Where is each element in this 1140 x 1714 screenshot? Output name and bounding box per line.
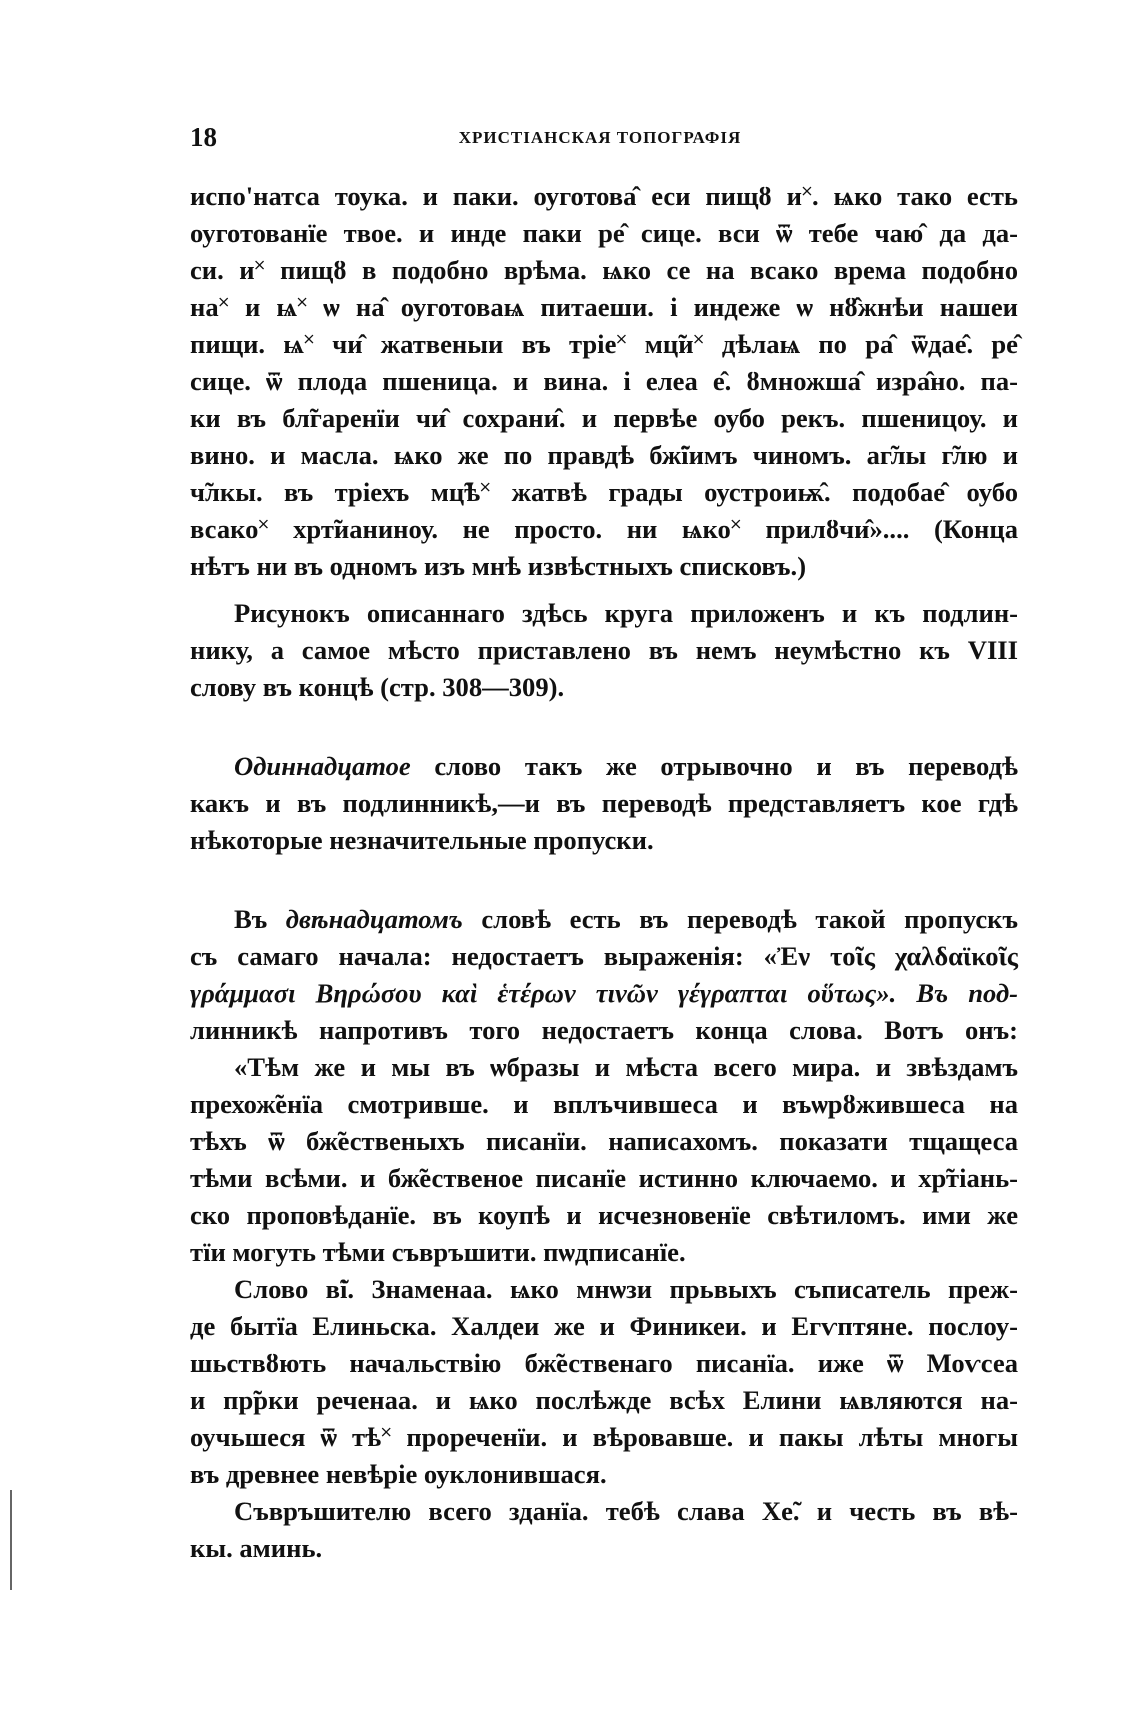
text-line: ско проповѣданїе. въ коупѣ и исчезновенїе свѣтиломъ. ими же xyxy=(190,1200,1018,1230)
text-line: «Тѣм же и мы въ ѡбразы и мѣста всего мира. и звѣздамъ xyxy=(234,1052,1018,1082)
text-line: всако˟ хрт̃ианиноу. не просто. ни ѩко˟ прилȣчи̂».... (Конца xyxy=(190,514,1018,544)
paragraph-drawing-note xyxy=(190,595,1018,706)
paragraph-eleventh-word xyxy=(190,748,1018,859)
paragraph-word-twelve xyxy=(190,1271,1018,1493)
page-header xyxy=(190,122,1010,152)
text-line: ч̃лкы. въ тріехъ мц̃ѣ˟ жатвѣ грады оустроиѭ̂. подобае̂ оубо xyxy=(190,477,1018,507)
text-line: въ древнее невѣріе оуклонившася. xyxy=(190,1459,607,1489)
text-line: тїи могуть тѣми съвръшити. пѡдписанїе. xyxy=(190,1237,686,1267)
page-number: 18 xyxy=(190,122,217,152)
text-line: шьствȣють начальствію бж̃ественаго писанїа. иже ѿ Моѵсеа xyxy=(190,1348,1018,1378)
text-line: испо'натса тоука. и паки. оуготова̂ еси пищȣ и˟. ѩко тако есть xyxy=(190,181,1018,211)
text-line: γράμμασι Βηρώσου καὶ ἑτέρων τινῶν γέγραπται οὕτως». Въ под- xyxy=(190,978,1018,1008)
text-line: тѣми всѣми. и бж̃ественое писанїе истинно ключаемо. и хр̃тіань- xyxy=(190,1163,1018,1193)
paragraph-slavonic-ending xyxy=(190,1049,1018,1271)
text-line: слову въ концѣ (стр. 308—309). xyxy=(190,672,565,702)
text-line: съ самаго начала: недостаетъ выраженія: «Ἐν τοῖς χαλδαϊκοῖς xyxy=(190,941,1018,971)
text-line: Рисунокъ описаннаго здѣсь круга приложенъ и къ подлин- xyxy=(234,598,1018,628)
text-line: Съвръшителю всего зданїа. тебѣ слава Хе̃. и честь въ вѣ- xyxy=(234,1496,1018,1526)
text-line: Одиннадцатое слово такъ же отрывочно и въ переводѣ xyxy=(234,751,1018,781)
scan-edge-mark xyxy=(10,1490,12,1590)
paragraph-doxology xyxy=(190,1493,1018,1567)
text-line: си. и˟ пищȣ в подобно врѣма. ѩко се на всако врема подобно xyxy=(190,255,1018,285)
text-line: Слово в̃і. Знаменаа. ѩко мнѡзи прьвыхъ съписатель преж- xyxy=(234,1274,1018,1304)
text-line: оуготованїе твое. и инде паки ре̂ сице. вси ѿ тебе чаю̂ да да- xyxy=(190,218,1018,248)
text-line: вино. и масла. ѩко же по правдѣ бж̃їимъ чиномъ. аг̃лы г̃лю и xyxy=(190,440,1018,470)
italic-term: Одиннадцатое xyxy=(234,751,411,781)
italic-term: двѣнадцатомъ xyxy=(285,904,463,934)
text-line: оучьшеся ѿ тѣ˟ прореченїи. и вѣровавше. и пакы лѣты многы xyxy=(190,1422,1018,1452)
text-line: прехож̃енїа смотрившe. и вплъчившеса и въѡрȣжившеса на xyxy=(190,1089,1018,1119)
body-text xyxy=(190,178,1018,1567)
text-line: сице. ѿ плода пшеница. и вина. і елеа е̂. ȣмножша̂ изра̂но. па- xyxy=(190,366,1018,396)
text-line: ки въ бл̃гаренїи чи̂ сохрани̂. и первѣе оубо рекъ. пшеницоу. и xyxy=(190,403,1018,433)
text-line: линникѣ напротивъ того недостаетъ конца слова. Вотъ онъ: xyxy=(190,1015,1018,1045)
text-line: кы. аминь. xyxy=(190,1533,323,1563)
text-line: какъ и въ подлинникѣ,—и въ переводѣ представляетъ кое гдѣ xyxy=(190,788,1018,818)
text-line: на˟ и ѩ˟ ѡ на̂ оуготоваѩ питаеши. і индеже ѡ нȣ̂жнѣи нашеи xyxy=(190,292,1018,322)
text-line: нѣкоторые незначительные пропуски. xyxy=(190,825,654,855)
text-line: пищи. ѩ˟ чи̂ жатвеныи въ тріе˟ мц̃и˟ дѣлаѩ по ра̂ ѿдае̂. ре̂ xyxy=(190,329,1018,359)
running-title: ХРИСТІАНСКАЯ ТОПОГРАФІЯ xyxy=(458,128,742,147)
text-line: тѣхъ ѿ бж̃ественыхъ писанїи. написахомъ. показати тщащеса xyxy=(190,1126,1018,1156)
paragraph-twelfth-word xyxy=(190,901,1018,1049)
text-line: нѣтъ ни въ одномъ изъ мнѣ извѣстныхъ списковъ.) xyxy=(190,551,807,581)
text-line: Въ двѣнадцатомъ словѣ есть въ переводѣ такой пропускъ xyxy=(234,904,1018,934)
text-line: и пр̃рки реченаа. и ѩко послѣжде всѣх Елини ѩвляются на- xyxy=(190,1385,1018,1415)
text-line: нику, а самое мѣсто приставлено въ немъ неумѣстно къ VIII xyxy=(190,635,1018,665)
text-line: де бытїа Елиньска. Халдеи же и Финикеи. и Егѵптяне. послоу- xyxy=(190,1311,1018,1341)
paragraph-quote-end xyxy=(190,178,1018,585)
